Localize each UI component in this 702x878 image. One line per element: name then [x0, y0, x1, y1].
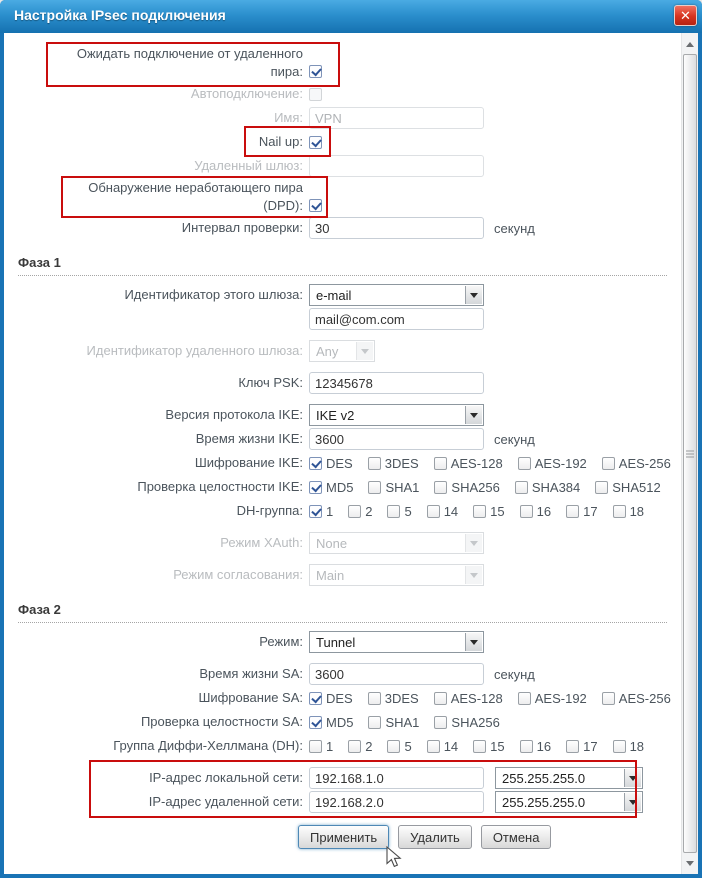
xauth-select [309, 532, 484, 554]
field-interval [4, 217, 681, 239]
checkbox-label: 17 [583, 738, 598, 754]
cancel-button[interactable]: Отмена [481, 825, 552, 849]
dropdown-arrow-icon [465, 286, 482, 304]
checkbox-SHA384[interactable] [515, 481, 528, 494]
field-local-id-text [4, 308, 681, 330]
checkbox-DES[interactable] [309, 457, 322, 470]
remote-gateway-label: Удаленный шлюз: [194, 158, 303, 173]
psk-label: Ключ PSK: [238, 375, 303, 390]
checkbox-AES-192[interactable] [518, 457, 531, 470]
checkbox-label: 1 [326, 738, 334, 754]
checkbox-5[interactable] [387, 740, 400, 753]
ike-lifetime-input[interactable] [309, 428, 484, 450]
sa-integrity-options [309, 715, 509, 730]
dropdown-arrow-icon [465, 534, 482, 552]
scrollbar-grip-icon [686, 450, 694, 457]
checkbox-label: 18 [629, 503, 645, 519]
local-net-input[interactable] [309, 767, 484, 789]
xauth-label: Режим XAuth: [220, 535, 303, 550]
field-name [4, 107, 681, 129]
field-sa-integrity [4, 711, 681, 733]
remote-id-label: Идентификатор удаленного шлюза: [86, 343, 303, 358]
local-net-label: IP-адрес локальной сети: [149, 770, 303, 785]
dpd-checkbox[interactable] [309, 199, 322, 212]
field-ike-lifetime [4, 428, 681, 450]
checkbox-18[interactable] [613, 505, 626, 518]
sa-lifetime-label: Время жизни SA: [199, 666, 303, 681]
apply-button[interactable]: Применить [298, 825, 389, 849]
ike-encryption-label: Шифрование IKE: [194, 455, 303, 470]
local-net-mask-value: 255.255.255.0 [502, 770, 586, 786]
checkbox-label: 14 [443, 738, 459, 754]
checkbox-label: AES-192 [534, 690, 587, 706]
checkbox-label: 16 [536, 738, 552, 754]
dropdown-arrow-icon [465, 633, 482, 651]
checkbox-1[interactable] [309, 505, 322, 518]
remote-id-value: Any [316, 343, 339, 359]
remote-gateway-input [309, 155, 484, 177]
name-input [309, 107, 484, 129]
checkbox-label: 14 [443, 503, 459, 519]
nail-up-label: Nail up: [258, 134, 303, 149]
mode-select[interactable] [309, 631, 484, 653]
checkbox-label: 5 [404, 503, 412, 519]
checkbox-label: SHA384 [531, 479, 581, 495]
checkbox-2[interactable] [348, 505, 361, 518]
ike-lifetime-label: Время жизни IKE: [195, 431, 303, 446]
name-label: Имя: [274, 110, 303, 125]
psk-input[interactable] [309, 372, 484, 394]
scroll-down-button[interactable] [682, 855, 698, 871]
checkbox-label: 1 [326, 503, 334, 519]
field-psk [4, 372, 681, 394]
phase2-header: Фаза 2 [18, 602, 667, 623]
local-id-value: e-mail [316, 287, 352, 303]
checkbox-3DES[interactable] [368, 692, 381, 705]
dialog-titlebar [0, 0, 702, 33]
checkbox-2[interactable] [348, 740, 361, 753]
checkbox-3DES[interactable] [368, 457, 381, 470]
checkbox-label: 5 [404, 738, 412, 754]
scrollbar-thumb[interactable] [683, 54, 697, 853]
delete-button[interactable]: Удалить [398, 825, 472, 849]
ike-version-select[interactable] [309, 404, 484, 426]
field-nail-up [4, 131, 681, 153]
checkbox-14[interactable] [427, 740, 440, 753]
checkbox-label: 2 [365, 503, 373, 519]
dh-group-2-label: Группа Диффи-Хеллмана (DH): [113, 738, 303, 753]
field-ike-encryption [4, 452, 681, 474]
sa-integrity-label: Проверка целостности SA: [140, 714, 303, 729]
interval-label: Интервал проверки: [181, 220, 303, 235]
autoconnect-checkbox [309, 88, 322, 101]
wait-peer-label: Ожидать подключение от удаленного пира: [76, 46, 303, 79]
remote-net-label: IP-адрес удаленной сети: [148, 794, 303, 809]
remote-id-select [309, 340, 375, 362]
scroll-down-icon [686, 861, 694, 866]
remote-net-input[interactable] [309, 791, 484, 813]
checkbox-MD5[interactable] [309, 481, 322, 494]
checkbox-label: 3DES [384, 455, 419, 471]
checkbox-label: MD5 [326, 479, 354, 495]
checkbox-SHA1[interactable] [368, 716, 381, 729]
field-remote-gateway [4, 155, 681, 177]
field-local-net [4, 767, 681, 789]
dialog-content [4, 33, 698, 874]
ipsec-form [4, 33, 681, 849]
checkbox-SHA256[interactable] [434, 716, 447, 729]
close-icon: ✕ [680, 7, 691, 23]
checkbox-label: SHA256 [451, 479, 500, 495]
checkbox-label: AES-256 [618, 690, 671, 706]
checkbox-MD5[interactable] [309, 716, 322, 729]
ip-networks-block [4, 767, 681, 813]
checkbox-17[interactable] [566, 505, 579, 518]
field-dh-group [4, 500, 681, 522]
checkbox-label: DES [326, 690, 353, 706]
ike-integrity-label: Проверка целостности IKE: [137, 479, 303, 494]
dpd-label: Обнаружение неработающего пира (DPD): [88, 180, 303, 213]
ike-integrity-options [309, 480, 670, 495]
checkbox-5[interactable] [387, 505, 400, 518]
checkbox-17[interactable] [566, 740, 579, 753]
remote-net-mask-select[interactable] [495, 791, 643, 813]
field-local-id [4, 284, 681, 306]
checkbox-16[interactable] [520, 505, 533, 518]
checkbox-label: 18 [629, 738, 645, 754]
mode-label: Режим: [259, 634, 303, 649]
dialog-buttons [298, 825, 681, 849]
negotiation-value: Main [316, 567, 345, 583]
scrollbar[interactable] [681, 33, 698, 874]
scroll-up-icon [686, 42, 694, 47]
xauth-value: None [316, 535, 348, 551]
local-net-mask-select[interactable] [495, 767, 643, 789]
ike-version-value: IKE v2 [316, 407, 355, 423]
dh-group-2-options [309, 739, 653, 754]
checkbox-label: 17 [583, 503, 598, 519]
ike-lifetime-unit: секунд [494, 431, 535, 447]
checkbox-AES-128[interactable] [434, 457, 447, 470]
checkbox-15[interactable] [473, 740, 486, 753]
checkbox-18[interactable] [613, 740, 626, 753]
checkbox-label: AES-256 [618, 455, 671, 471]
nail-up-checkbox[interactable] [309, 136, 322, 149]
local-id-select[interactable] [309, 284, 484, 306]
field-xauth [4, 532, 681, 554]
checkbox-SHA256[interactable] [434, 481, 447, 494]
checkbox-label: SHA1 [385, 479, 420, 495]
dialog-title: Настройка IPsec подключения [14, 7, 226, 23]
mode-value: Tunnel [316, 634, 356, 650]
field-mode [4, 631, 681, 653]
close-button[interactable] [674, 5, 697, 26]
checkbox-15[interactable] [473, 505, 486, 518]
field-sa-encryption [4, 687, 681, 709]
checkbox-label: 15 [490, 503, 505, 519]
field-sa-lifetime [4, 663, 681, 685]
field-wait-peer [4, 45, 681, 81]
dh-group-options [309, 504, 653, 519]
scroll-up-button[interactable] [682, 36, 698, 52]
checkbox-16[interactable] [520, 740, 533, 753]
field-remote-net [4, 791, 681, 813]
phase1-header: Фаза 1 [18, 255, 667, 276]
dropdown-arrow-icon [624, 769, 641, 787]
checkbox-AES-128[interactable] [434, 692, 447, 705]
checkbox-label: 16 [536, 503, 552, 519]
sa-encryption-label: Шифрование SA: [198, 690, 303, 705]
checkbox-label: 3DES [384, 690, 419, 706]
checkbox-AES-256[interactable] [602, 692, 615, 705]
ike-version-label: Версия протокола IKE: [165, 407, 303, 422]
autoconnect-label: Автоподключение: [190, 86, 303, 101]
checkbox-label: 15 [490, 738, 505, 754]
field-negotiation [4, 564, 681, 586]
checkbox-label: SHA256 [451, 714, 500, 730]
checkbox-label: SHA512 [612, 479, 661, 495]
checkbox-SHA512[interactable] [595, 481, 608, 494]
sa-encryption-options [309, 691, 680, 706]
checkbox-AES-256[interactable] [602, 457, 615, 470]
local-id-label: Идентификатор этого шлюза: [124, 287, 303, 302]
field-dh-group-2 [4, 735, 681, 757]
dropdown-arrow-icon [465, 566, 482, 584]
checkbox-SHA1[interactable] [368, 481, 381, 494]
remote-net-mask-value: 255.255.255.0 [502, 794, 586, 810]
checkbox-DES[interactable] [309, 692, 322, 705]
local-id-input[interactable] [309, 308, 484, 330]
checkbox-label: 2 [365, 738, 373, 754]
negotiation-select [309, 564, 484, 586]
checkbox-label: DES [326, 455, 353, 471]
field-ike-version [4, 404, 681, 426]
field-remote-id [4, 340, 681, 362]
dropdown-arrow-icon [356, 342, 373, 360]
wait-peer-checkbox[interactable] [309, 65, 322, 78]
checkbox-14[interactable] [427, 505, 440, 518]
field-ike-integrity [4, 476, 681, 498]
dropdown-arrow-icon [624, 793, 641, 811]
interval-unit: секунд [494, 220, 535, 236]
field-autoconnect [4, 83, 681, 105]
dh-group-label: DH-группа: [236, 503, 303, 518]
field-dpd [4, 179, 681, 215]
negotiation-label: Режим согласования: [173, 567, 303, 582]
checkbox-label: AES-192 [534, 455, 587, 471]
interval-input[interactable] [309, 217, 484, 239]
ike-encryption-options [309, 456, 680, 471]
checkbox-label: MD5 [326, 714, 354, 730]
checkbox-label: SHA1 [385, 714, 420, 730]
checkbox-AES-192[interactable] [518, 692, 531, 705]
checkbox-label: AES-128 [450, 455, 503, 471]
checkbox-label: AES-128 [450, 690, 503, 706]
dropdown-arrow-icon [465, 406, 482, 424]
checkbox-1[interactable] [309, 740, 322, 753]
sa-lifetime-input[interactable] [309, 663, 484, 685]
sa-lifetime-unit: секунд [494, 666, 535, 682]
